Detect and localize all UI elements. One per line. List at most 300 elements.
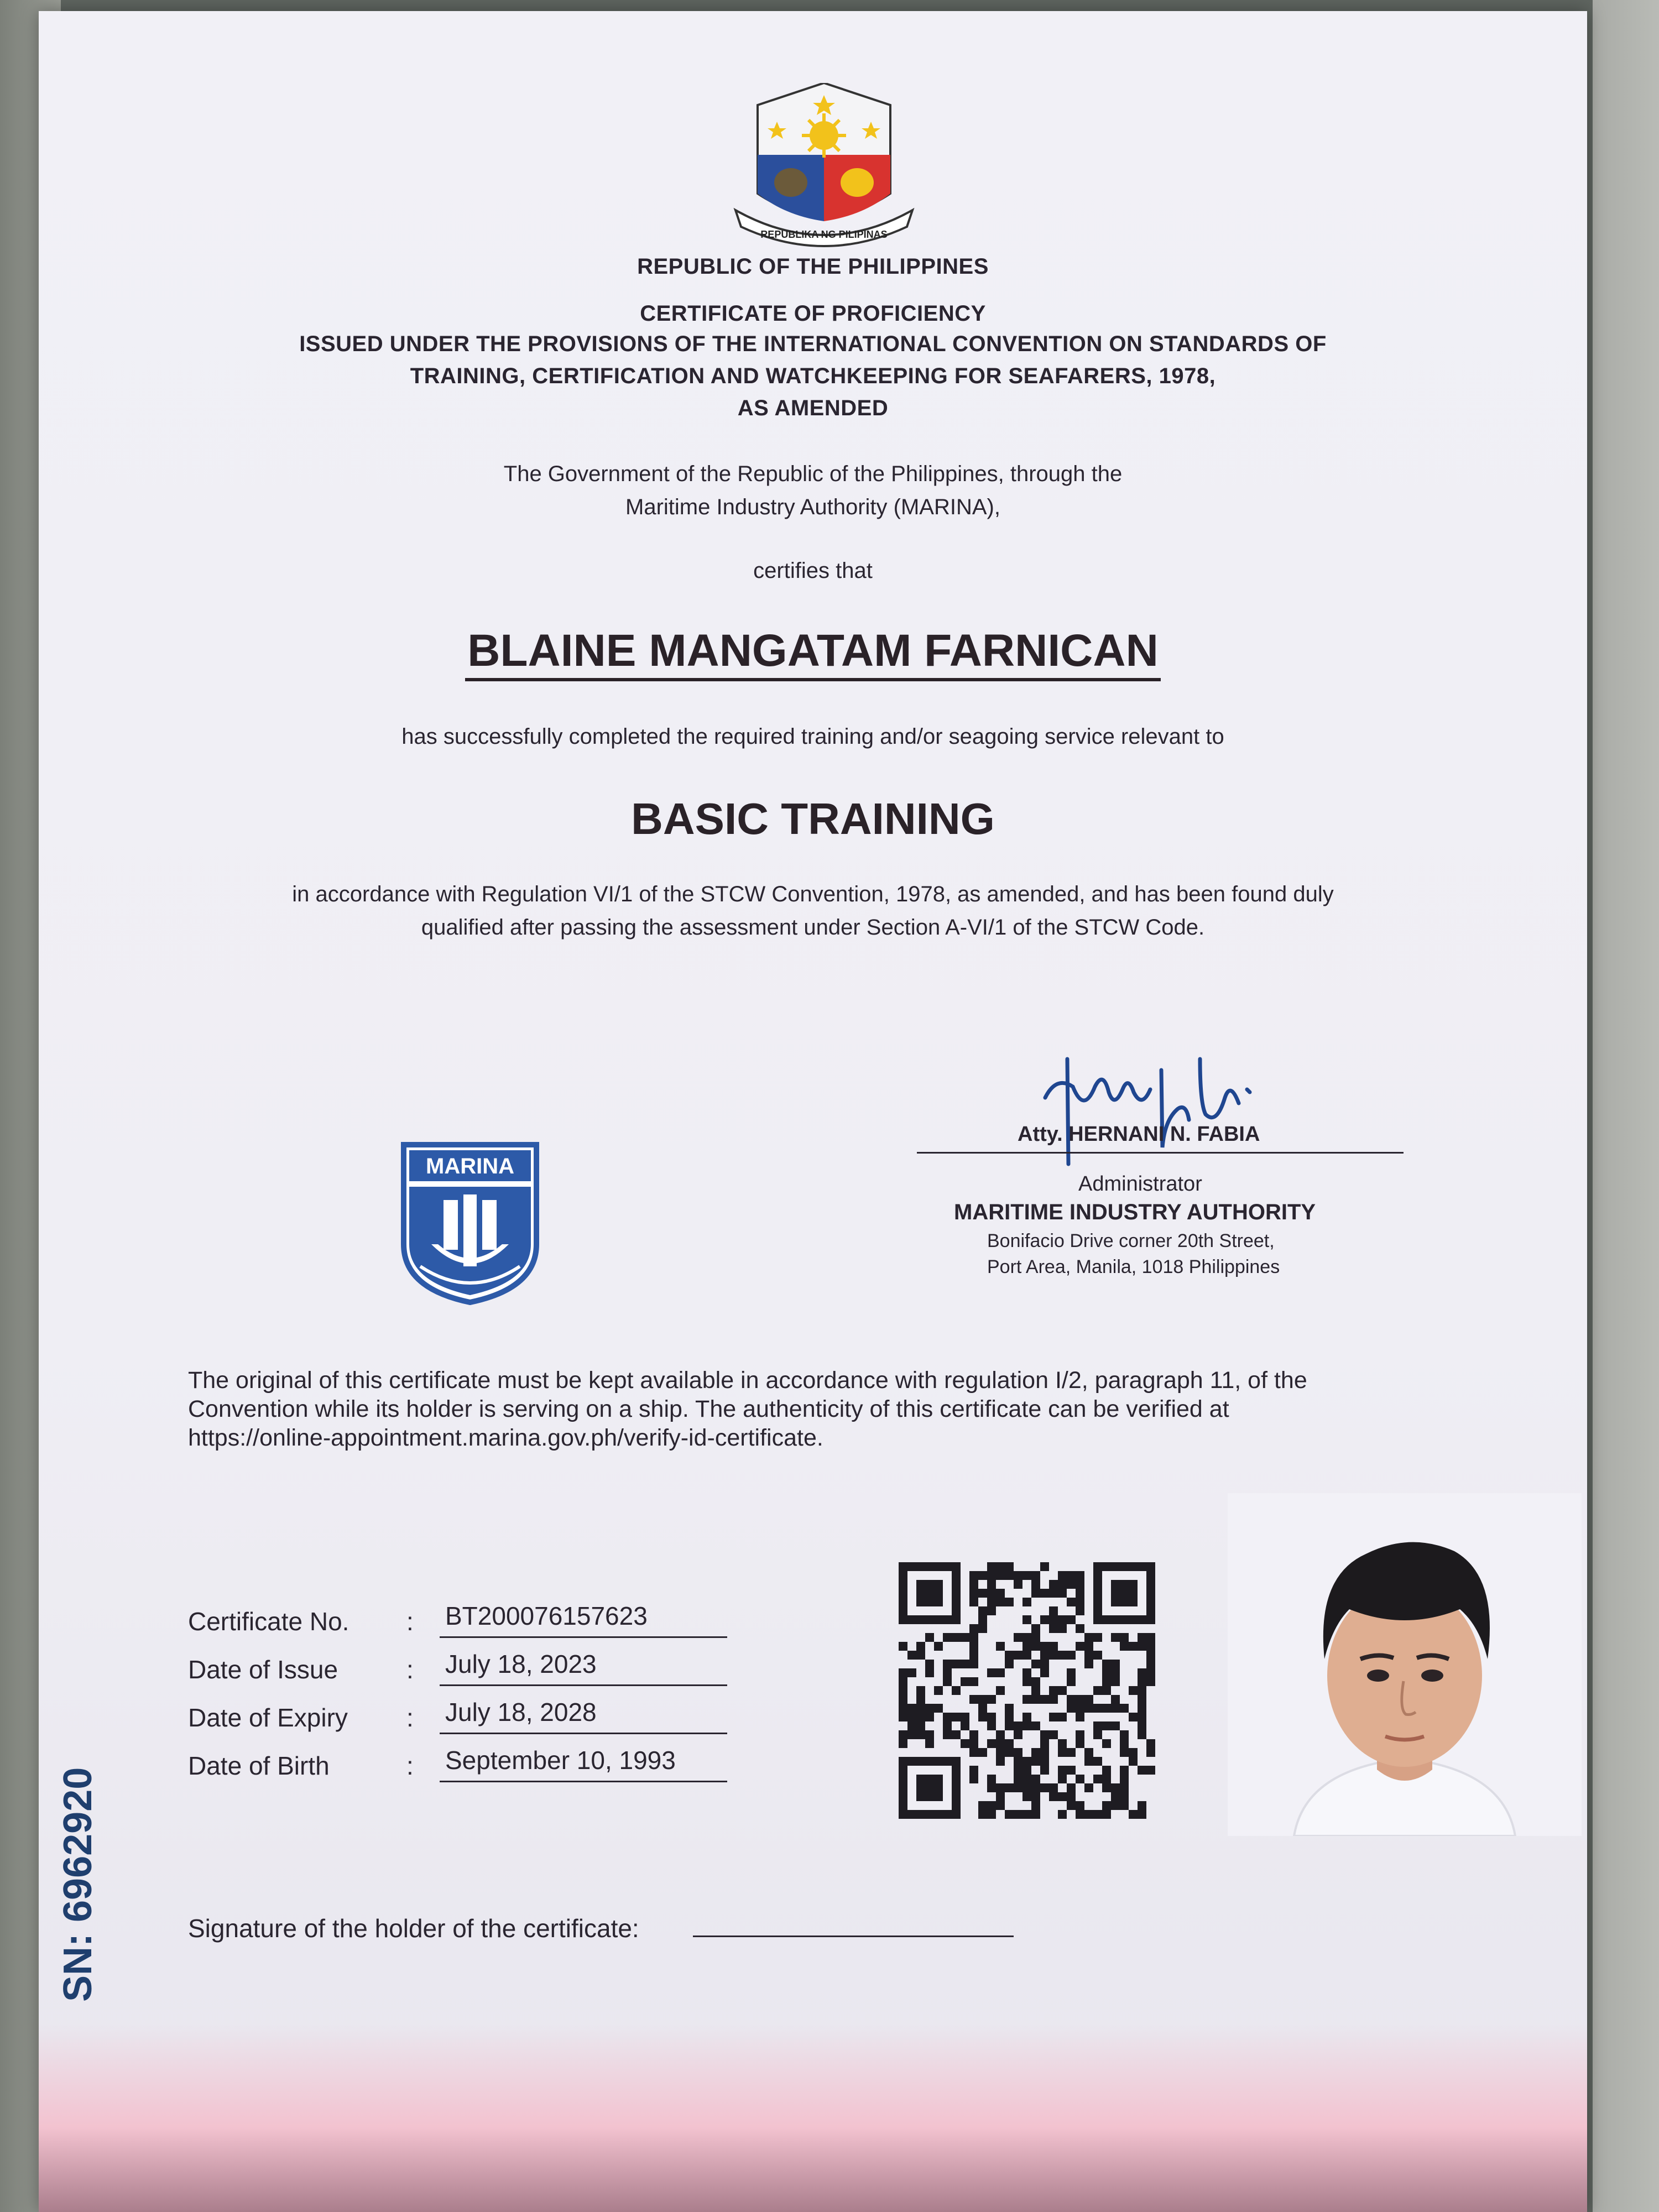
qr-module <box>969 1660 978 1668</box>
qr-module <box>987 1721 996 1730</box>
qr-module <box>925 1730 934 1739</box>
qr-module <box>987 1589 996 1598</box>
qr-module <box>1076 1580 1084 1589</box>
qr-module <box>1022 1651 1031 1660</box>
qr-module <box>1076 1695 1084 1704</box>
qr-module <box>1146 1651 1155 1660</box>
qr-module <box>1022 1792 1031 1801</box>
qr-module <box>987 1713 996 1721</box>
qr-module <box>1040 1757 1049 1766</box>
detail-colon: : <box>406 1751 414 1780</box>
qr-module <box>1076 1598 1084 1606</box>
qr-module <box>1014 1757 1022 1766</box>
qr-module <box>1040 1766 1049 1775</box>
qr-module <box>1058 1615 1067 1624</box>
qr-module <box>1076 1589 1084 1598</box>
qr-module <box>1111 1668 1120 1677</box>
certificate-type: CERTIFICATE OF PROFICIENCY <box>640 301 986 326</box>
qr-module <box>996 1801 1005 1810</box>
qr-module <box>1005 1721 1014 1730</box>
qr-module <box>1022 1615 1031 1624</box>
qr-module <box>987 1606 996 1615</box>
qr-module <box>1040 1783 1049 1792</box>
qr-module <box>969 1624 978 1633</box>
detail-colon: : <box>406 1703 414 1732</box>
qr-module <box>1058 1775 1067 1783</box>
qr-module <box>996 1642 1005 1651</box>
signatory-name: Atty. HERNANI N. FABIA <box>1018 1123 1260 1146</box>
qr-module <box>1067 1651 1076 1660</box>
qr-module <box>1102 1668 1111 1677</box>
certifies-that: certifies that <box>753 559 873 583</box>
qr-module <box>1102 1739 1111 1748</box>
qr-module <box>1138 1730 1146 1739</box>
authority-address-1: Bonifacio Drive corner 20th Street, <box>987 1230 1275 1251</box>
qr-module <box>1031 1642 1040 1651</box>
qr-module <box>969 1651 978 1660</box>
qr-module <box>1120 1704 1129 1713</box>
qr-module <box>969 1571 978 1580</box>
qr-module <box>1120 1633 1129 1642</box>
qr-module <box>1111 1633 1120 1642</box>
qr-module <box>1049 1589 1058 1598</box>
qr-module <box>1040 1668 1049 1677</box>
qr-module <box>1120 1766 1129 1775</box>
detail-value: July 18, 2023 <box>440 1649 727 1686</box>
qr-module <box>952 1713 961 1721</box>
qr-module <box>1093 1775 1102 1783</box>
qr-module <box>1058 1713 1067 1721</box>
qr-module <box>907 1651 916 1660</box>
qr-module <box>916 1642 925 1651</box>
qr-module <box>1014 1783 1022 1792</box>
issued-under-line-3: AS AMENDED <box>737 396 889 420</box>
qr-module <box>1076 1810 1084 1819</box>
qr-module <box>969 1748 978 1757</box>
qr-module <box>1093 1686 1102 1695</box>
qr-module <box>1076 1775 1084 1783</box>
qr-module <box>1093 1757 1102 1766</box>
coat-of-arms-seal <box>724 83 924 260</box>
qr-module <box>1031 1748 1040 1757</box>
qr-module <box>978 1748 987 1757</box>
qr-module <box>943 1730 952 1739</box>
qr-module <box>1138 1686 1146 1695</box>
qr-module <box>1120 1730 1129 1739</box>
qr-module <box>987 1695 996 1704</box>
qr-module <box>899 1730 907 1739</box>
qr-module <box>1111 1721 1120 1730</box>
completed-text: has successfully completed the required training and/or seagoing service relevant to <box>401 724 1224 749</box>
qr-module <box>996 1748 1005 1757</box>
qr-module <box>1093 1730 1102 1739</box>
qr-module <box>1005 1713 1014 1721</box>
qr-module <box>978 1695 987 1704</box>
qr-module <box>1040 1589 1049 1598</box>
qr-module <box>916 1686 925 1695</box>
qr-module <box>899 1642 907 1651</box>
qr-module <box>916 1580 943 1606</box>
qr-module <box>1146 1766 1155 1775</box>
qr-module <box>925 1713 934 1721</box>
qr-module <box>1067 1580 1076 1589</box>
qr-module <box>1067 1748 1076 1757</box>
qr-module <box>996 1571 1005 1580</box>
qr-module <box>1102 1766 1111 1775</box>
qr-module <box>1005 1739 1014 1748</box>
qr-module <box>925 1668 934 1677</box>
signatory-title: Administrator <box>1078 1172 1202 1196</box>
qr-module <box>987 1783 996 1792</box>
qr-module <box>1014 1810 1022 1819</box>
regulation-line-2: qualified after passing the assessment under Section A-VI/1 of the STCW Code. <box>421 915 1205 940</box>
qr-module <box>987 1775 996 1783</box>
holder-signature-label: Signature of the holder of the certificate: <box>188 1914 639 1943</box>
qr-module <box>952 1686 961 1695</box>
qr-module <box>978 1704 987 1713</box>
qr-module <box>1022 1633 1031 1642</box>
qr-module <box>1058 1792 1067 1801</box>
holder-signature-line[interactable] <box>693 1936 1014 1937</box>
signature-line <box>917 1152 1404 1154</box>
qr-module <box>899 1695 907 1704</box>
qr-module <box>1138 1721 1146 1730</box>
qr-module <box>961 1739 969 1748</box>
qr-module <box>1022 1810 1031 1819</box>
qr-module <box>1084 1660 1093 1668</box>
qr-module <box>978 1571 987 1580</box>
qr-code[interactable] <box>896 1559 1156 1830</box>
qr-module <box>1129 1757 1138 1766</box>
qr-module <box>1005 1660 1014 1668</box>
qr-module <box>1031 1775 1040 1783</box>
qr-module <box>1129 1642 1138 1651</box>
qr-module <box>916 1730 925 1739</box>
qr-module <box>1031 1589 1040 1598</box>
qr-module <box>969 1642 978 1651</box>
qr-module <box>1138 1810 1146 1819</box>
qr-module <box>969 1739 978 1748</box>
qr-module <box>1014 1766 1022 1775</box>
qr-module <box>996 1686 1005 1695</box>
qr-module <box>899 1739 907 1748</box>
qr-module <box>969 1775 978 1783</box>
administrator-signature <box>1034 1037 1272 1175</box>
qr-module <box>1093 1721 1102 1730</box>
qr-module <box>987 1580 996 1589</box>
qr-module <box>996 1589 1005 1598</box>
qr-module <box>978 1615 987 1624</box>
qr-module <box>987 1571 996 1580</box>
qr-module <box>1138 1766 1146 1775</box>
qr-module <box>969 1766 978 1775</box>
detail-row-date-of-issue <box>188 1649 796 1693</box>
qr-module <box>1040 1642 1049 1651</box>
qr-module <box>943 1668 952 1677</box>
qr-module <box>1022 1695 1031 1704</box>
qr-module <box>1084 1810 1093 1819</box>
qr-module <box>1111 1704 1120 1713</box>
qr-module <box>978 1589 987 1598</box>
qr-module <box>1076 1739 1084 1748</box>
qr-module <box>1102 1686 1111 1695</box>
qr-module <box>943 1713 952 1721</box>
qr-module <box>1022 1775 1031 1783</box>
qr-module <box>925 1739 934 1748</box>
detail-colon: : <box>406 1607 414 1636</box>
qr-module <box>978 1801 987 1810</box>
notice-url: https://online-appointment.marina.gov.ph/verify-id-certificate. <box>188 1425 823 1451</box>
detail-value: BT200076157623 <box>440 1601 727 1638</box>
background-right <box>1593 0 1659 2212</box>
qr-module <box>1049 1695 1058 1704</box>
marina-logo-text: MARINA <box>426 1154 514 1178</box>
qr-module <box>1049 1713 1058 1721</box>
qr-module <box>1040 1695 1049 1704</box>
qr-module <box>1129 1686 1138 1695</box>
qr-module <box>916 1775 943 1801</box>
qr-module <box>1014 1580 1022 1589</box>
qr-module <box>961 1660 969 1668</box>
qr-module <box>1005 1598 1014 1606</box>
qr-module <box>952 1660 961 1668</box>
qr-module <box>899 1713 907 1721</box>
qr-module <box>1111 1677 1120 1686</box>
qr-module <box>1102 1704 1111 1713</box>
qr-module <box>1067 1695 1076 1704</box>
qr-module <box>1111 1801 1120 1810</box>
qr-module <box>1031 1580 1040 1589</box>
qr-module <box>1058 1748 1067 1757</box>
detail-value: July 18, 2028 <box>440 1697 727 1734</box>
qr-module <box>1058 1624 1067 1633</box>
qr-module <box>1005 1704 1014 1713</box>
qr-module <box>1102 1810 1111 1819</box>
qr-module <box>996 1668 1005 1677</box>
qr-module <box>1111 1695 1120 1704</box>
qr-module <box>1102 1677 1111 1686</box>
qr-module <box>943 1660 952 1668</box>
qr-module <box>1067 1801 1076 1810</box>
qr-module <box>1129 1713 1138 1721</box>
qr-module <box>969 1598 978 1606</box>
qr-module <box>1067 1571 1076 1580</box>
qr-module <box>925 1704 934 1713</box>
qr-module <box>1040 1660 1049 1668</box>
qr-module <box>987 1562 996 1571</box>
qr-module <box>1058 1589 1067 1598</box>
qr-module <box>1005 1748 1014 1757</box>
qr-module <box>996 1562 1005 1571</box>
qr-module <box>1022 1721 1031 1730</box>
qr-module <box>1014 1633 1022 1642</box>
qr-module <box>1084 1704 1093 1713</box>
qr-module <box>1022 1783 1031 1792</box>
issued-under-line-2: TRAINING, CERTIFICATION AND WATCHKEEPING FOR SEAFARERS, 1978, <box>410 364 1216 388</box>
qr-module <box>987 1598 996 1606</box>
qr-module <box>1076 1624 1084 1633</box>
qr-module <box>907 1713 916 1721</box>
qr-module <box>1005 1783 1014 1792</box>
qr-module <box>1022 1668 1031 1677</box>
qr-module <box>1138 1695 1146 1704</box>
photo-shadow <box>39 2024 1587 2212</box>
qr-module <box>969 1589 978 1598</box>
qr-module <box>916 1695 925 1704</box>
qr-module <box>1005 1651 1014 1660</box>
qr-module <box>1111 1783 1120 1792</box>
qr-module <box>1067 1615 1076 1624</box>
qr-module <box>1138 1677 1146 1686</box>
qr-module <box>907 1704 916 1713</box>
detail-label: Date of Issue <box>188 1655 338 1684</box>
qr-module <box>1031 1633 1040 1642</box>
detail-label: Date of Expiry <box>188 1703 348 1732</box>
qr-module <box>1005 1571 1014 1580</box>
qr-module <box>934 1686 943 1695</box>
qr-module <box>1120 1792 1129 1801</box>
qr-module <box>996 1730 1005 1739</box>
detail-row-certificate-no <box>188 1601 796 1645</box>
qr-module <box>1031 1571 1040 1580</box>
notice-line-1: The original of this certificate must be kept available in accordance with regulation I/2, paragraph 11, of the <box>188 1367 1307 1394</box>
qr-module <box>916 1704 925 1713</box>
qr-module <box>1093 1651 1102 1660</box>
qr-module <box>1040 1651 1049 1660</box>
qr-module <box>1049 1642 1058 1651</box>
qr-module <box>1146 1677 1155 1686</box>
seal-ribbon-text: REPUBLIKA NG PILIPINAS <box>760 229 888 240</box>
qr-module <box>907 1668 916 1677</box>
qr-module <box>1031 1660 1040 1668</box>
qr-module <box>899 1686 907 1695</box>
qr-module <box>969 1580 978 1589</box>
qr-module <box>1049 1651 1058 1660</box>
qr-module <box>1067 1792 1076 1801</box>
qr-module <box>907 1721 916 1730</box>
qr-module <box>1058 1766 1067 1775</box>
qr-module <box>1146 1660 1155 1668</box>
qr-module <box>1120 1748 1129 1757</box>
qr-module <box>996 1598 1005 1606</box>
qr-module <box>943 1633 952 1642</box>
qr-module <box>969 1677 978 1686</box>
qr-module <box>1102 1775 1111 1783</box>
qr-module <box>1049 1580 1058 1589</box>
qr-module <box>1067 1704 1076 1713</box>
qr-module <box>1022 1766 1031 1775</box>
qr-module <box>969 1695 978 1704</box>
qr-module <box>1076 1730 1084 1739</box>
qr-module <box>934 1642 943 1651</box>
qr-module <box>1120 1801 1129 1810</box>
qr-module <box>1102 1660 1111 1668</box>
qr-module <box>978 1606 987 1615</box>
authority-address-2: Port Area, Manila, 1018 Philippines <box>987 1256 1280 1277</box>
qr-module <box>1093 1704 1102 1713</box>
qr-module <box>1084 1633 1093 1642</box>
qr-module <box>899 1677 907 1686</box>
qr-module <box>1022 1642 1031 1651</box>
qr-module <box>1040 1562 1049 1571</box>
qr-module <box>1076 1642 1084 1651</box>
detail-row-date-of-expiry <box>188 1697 796 1741</box>
qr-module <box>1014 1571 1022 1580</box>
qr-module <box>996 1739 1005 1748</box>
qr-module <box>1120 1739 1129 1748</box>
qr-module <box>1138 1668 1146 1677</box>
qr-module <box>1067 1668 1076 1677</box>
qr-module <box>1058 1580 1067 1589</box>
qr-module <box>1076 1606 1084 1615</box>
qr-module <box>969 1633 978 1642</box>
qr-module <box>987 1801 996 1810</box>
qr-module <box>1031 1783 1040 1792</box>
qr-module <box>1146 1748 1155 1757</box>
qr-module <box>1014 1775 1022 1783</box>
qr-module <box>1049 1792 1058 1801</box>
qr-module <box>1120 1642 1129 1651</box>
qr-module <box>1031 1686 1040 1695</box>
qr-module <box>1084 1651 1093 1660</box>
republic-heading: REPUBLIC OF THE PHILIPPINES <box>637 254 989 279</box>
qr-module <box>1084 1642 1093 1651</box>
regulation-line-1: in accordance with Regulation VI/1 of the STCW Convention, 1978, as amended, and has been found duly <box>292 882 1334 906</box>
qr-module <box>1084 1748 1093 1757</box>
qr-module <box>1138 1704 1146 1713</box>
detail-row-date-of-birth <box>188 1745 796 1790</box>
qr-module <box>1067 1783 1076 1792</box>
certificate-paper <box>39 11 1587 2212</box>
qr-module <box>978 1810 987 1819</box>
qr-module <box>1120 1775 1129 1783</box>
issued-under-line-1: ISSUED UNDER THE PROVISIONS OF THE INTERNATIONAL CONVENTION ON STANDARDS OF <box>299 332 1327 356</box>
qr-module <box>996 1757 1005 1766</box>
qr-module <box>1084 1757 1093 1766</box>
qr-module <box>1111 1792 1120 1801</box>
qr-module <box>961 1713 969 1721</box>
signatory-authority: MARITIME INDUSTRY AUTHORITY <box>954 1200 1316 1224</box>
qr-module <box>1022 1757 1031 1766</box>
qr-module <box>1138 1642 1146 1651</box>
qr-module <box>961 1633 969 1642</box>
qr-module <box>943 1677 952 1686</box>
qr-module <box>1111 1660 1120 1668</box>
qr-module <box>1022 1598 1031 1606</box>
detail-label: Date of Birth <box>188 1751 330 1780</box>
detail-colon: : <box>406 1655 414 1684</box>
qr-module <box>1022 1677 1031 1686</box>
marina-logo <box>398 1139 542 1305</box>
qr-module <box>1014 1730 1022 1739</box>
qr-module <box>899 1668 907 1677</box>
qr-module <box>1067 1766 1076 1775</box>
qr-module <box>1049 1686 1058 1695</box>
qr-module <box>1146 1633 1155 1642</box>
qr-module <box>1058 1810 1067 1819</box>
qr-module <box>1049 1615 1058 1624</box>
qr-module <box>916 1713 925 1721</box>
qr-module <box>952 1730 961 1739</box>
qr-module <box>1111 1580 1138 1606</box>
qr-module <box>1031 1757 1040 1766</box>
qr-module <box>1058 1571 1067 1580</box>
qr-module <box>1014 1651 1022 1660</box>
notice-line-2: Convention while its holder is serving on a ship. The authenticity of this certificate can be verified at <box>188 1396 1229 1422</box>
qr-module <box>1031 1721 1040 1730</box>
qr-module <box>1102 1801 1111 1810</box>
qr-module <box>1049 1783 1058 1792</box>
